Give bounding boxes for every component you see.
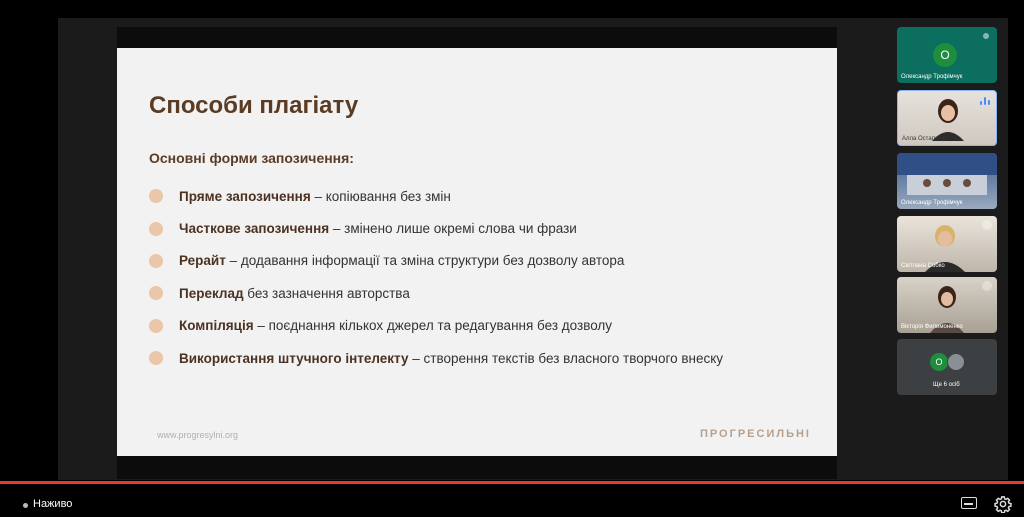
mic-status-icon bbox=[981, 32, 991, 40]
slide-subtitle: Основні форми запозичення: bbox=[149, 150, 354, 166]
participant-name: Олександр Трофімчук bbox=[901, 200, 963, 206]
bullet-description: – створення текстів без власного творчого внеску bbox=[408, 350, 724, 366]
participant-name: Вікторія Филимоненко bbox=[901, 324, 963, 330]
bullet-term: Пряме запозичення bbox=[179, 188, 311, 204]
bullet-dot-icon bbox=[149, 222, 163, 236]
live-dot-icon bbox=[23, 503, 28, 508]
bullet-term: Компіляція bbox=[179, 318, 254, 334]
speaking-indicator-icon bbox=[980, 97, 990, 105]
mic-status-icon bbox=[982, 281, 992, 291]
avatar bbox=[947, 353, 965, 371]
bullet-term: Рерайт bbox=[179, 253, 226, 269]
bullet-description: – копіювання без змін bbox=[310, 188, 451, 204]
participant-tile[interactable] bbox=[897, 216, 997, 272]
bullet-description: без зазначення авторства bbox=[243, 285, 410, 301]
participant-tile[interactable] bbox=[897, 90, 997, 146]
participant-name: Олександр Трофімчук bbox=[901, 74, 963, 80]
avatar: О bbox=[933, 43, 957, 67]
bullet-list bbox=[149, 180, 723, 374]
participant-tile[interactable] bbox=[897, 27, 997, 83]
list-item bbox=[149, 342, 723, 374]
player-controls bbox=[0, 484, 1024, 517]
slide-footer-url: www.progresylni.org bbox=[157, 430, 239, 440]
live-label[interactable]: Наживо bbox=[33, 498, 73, 510]
participant-name: Світлана Собко bbox=[901, 263, 945, 269]
bullet-term: Використання штучного інтелекту bbox=[179, 350, 409, 366]
avatar: О bbox=[930, 353, 948, 371]
participant-video-icon bbox=[928, 97, 968, 141]
bullet-dot-icon bbox=[149, 189, 163, 203]
bullet-description: – додавання інформації та зміна структури без дозволу автора bbox=[225, 253, 625, 269]
list-item bbox=[149, 212, 723, 244]
bullet-description: – змінено лише окремі слова чи фрази bbox=[329, 221, 577, 237]
participant-tile[interactable] bbox=[897, 277, 997, 333]
slide-footer-logo: ПРОГРЕСИЛЬНІ bbox=[699, 428, 811, 440]
more-participants-tile[interactable] bbox=[897, 339, 997, 395]
slide-title: Способи плагіату bbox=[149, 92, 359, 119]
closed-captions-icon[interactable] bbox=[961, 497, 977, 509]
bullet-dot-icon bbox=[149, 319, 163, 333]
bullet-term: Переклад bbox=[179, 285, 244, 301]
list-item bbox=[149, 245, 723, 277]
bullet-term: Часткове запозичення bbox=[179, 221, 330, 237]
bullet-description: – поєднання кількох джерел та редагування без дозволу bbox=[253, 318, 613, 334]
mic-status-icon bbox=[982, 220, 992, 230]
participant-tile[interactable] bbox=[897, 153, 997, 209]
list-item bbox=[149, 310, 723, 342]
presentation-slide bbox=[117, 48, 837, 456]
bullet-dot-icon bbox=[149, 351, 163, 365]
gear-icon[interactable] bbox=[994, 495, 1012, 513]
list-item bbox=[149, 277, 723, 309]
participant-name: Ще 6 осіб bbox=[933, 382, 960, 388]
list-item bbox=[149, 180, 723, 212]
participant-name: Алла Остапенко bbox=[902, 136, 948, 142]
bullet-dot-icon bbox=[149, 286, 163, 300]
bullet-dot-icon bbox=[149, 254, 163, 268]
